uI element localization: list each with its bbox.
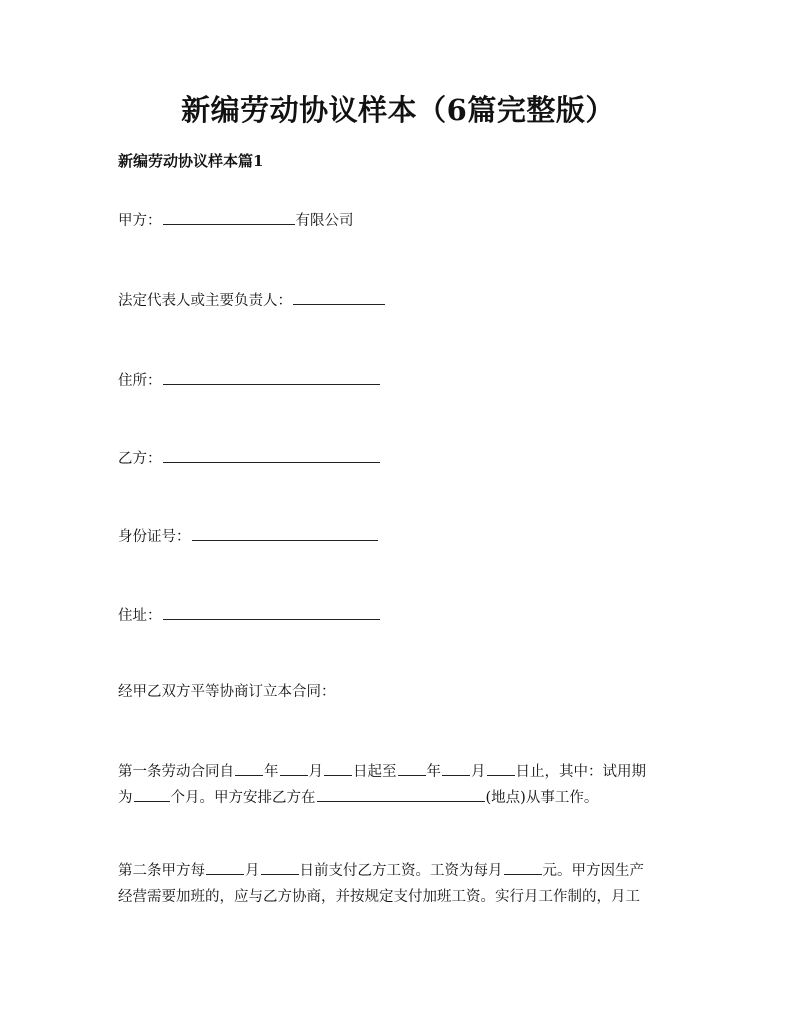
party-b-label: 乙方： xyxy=(118,451,162,467)
intro-paragraph: 经甲乙双方平等协商订立本合同： xyxy=(118,684,336,700)
start-month-blank[interactable] xyxy=(280,760,308,776)
page-title: 新编劳动协议样本（6篇完整版） xyxy=(181,93,615,127)
article-2-paragraph xyxy=(118,858,686,910)
salary-blank[interactable] xyxy=(504,859,542,875)
address-label: 住址： xyxy=(118,608,162,624)
residence-field xyxy=(118,368,381,392)
id-number-field xyxy=(118,524,379,548)
day-to-label: 日止，其中：试用期 xyxy=(515,764,646,780)
location-suffix: (地点)从事工作。 xyxy=(485,790,599,806)
probation-months-blank[interactable] xyxy=(134,786,170,802)
end-day-blank[interactable] xyxy=(487,760,515,776)
work-location-blank[interactable] xyxy=(317,786,485,802)
legal-rep-label: 法定代表人或主要负责人： xyxy=(118,293,292,309)
year-label: 年 xyxy=(426,764,441,780)
address-field xyxy=(118,603,381,627)
party-b-blank[interactable] xyxy=(163,446,380,463)
year-label: 年 xyxy=(264,764,279,780)
pay-day-blank[interactable] xyxy=(261,859,299,875)
probation-prefix: 为 xyxy=(118,790,133,806)
party-a-label: 甲方： xyxy=(118,213,162,229)
article-2-line-2: 经营需要加班的，应与乙方协商，并按规定支付加班工资。实行月工作制的，月工 xyxy=(118,889,640,905)
month-label: 月 xyxy=(471,764,486,780)
month-label: 月 xyxy=(308,764,323,780)
id-number-label: 身份证号： xyxy=(118,529,191,545)
probation-suffix: 个月。甲方安排乙方在 xyxy=(170,790,316,806)
legal-rep-blank[interactable] xyxy=(293,288,385,305)
id-number-blank[interactable] xyxy=(192,524,378,541)
party-a-suffix: 有限公司 xyxy=(295,213,354,229)
address-blank[interactable] xyxy=(163,603,380,620)
pay-month-blank[interactable] xyxy=(206,859,244,875)
start-day-blank[interactable] xyxy=(324,760,352,776)
residence-blank[interactable] xyxy=(163,368,380,385)
party-a-field xyxy=(118,208,354,232)
end-month-blank[interactable] xyxy=(442,760,470,776)
month-label: 月 xyxy=(245,863,260,879)
party-a-blank[interactable] xyxy=(163,208,295,225)
day-label: 日前支付乙方工资。工资为每月 xyxy=(299,863,503,879)
end-year-blank[interactable] xyxy=(398,760,426,776)
start-year-blank[interactable] xyxy=(235,760,263,776)
residence-label: 住所： xyxy=(118,373,162,389)
yuan-label: 元。甲方因生产 xyxy=(542,863,644,879)
article-2-text: 第二条甲方每 xyxy=(118,863,205,879)
party-b-field xyxy=(118,446,381,470)
article-1-text: 第一条劳动合同自 xyxy=(118,764,234,780)
day-from-label: 日起至 xyxy=(353,764,397,780)
legal-rep-field xyxy=(118,288,386,312)
section-title: 新编劳动协议样本篇1 xyxy=(118,152,264,170)
article-1-paragraph xyxy=(118,759,686,811)
